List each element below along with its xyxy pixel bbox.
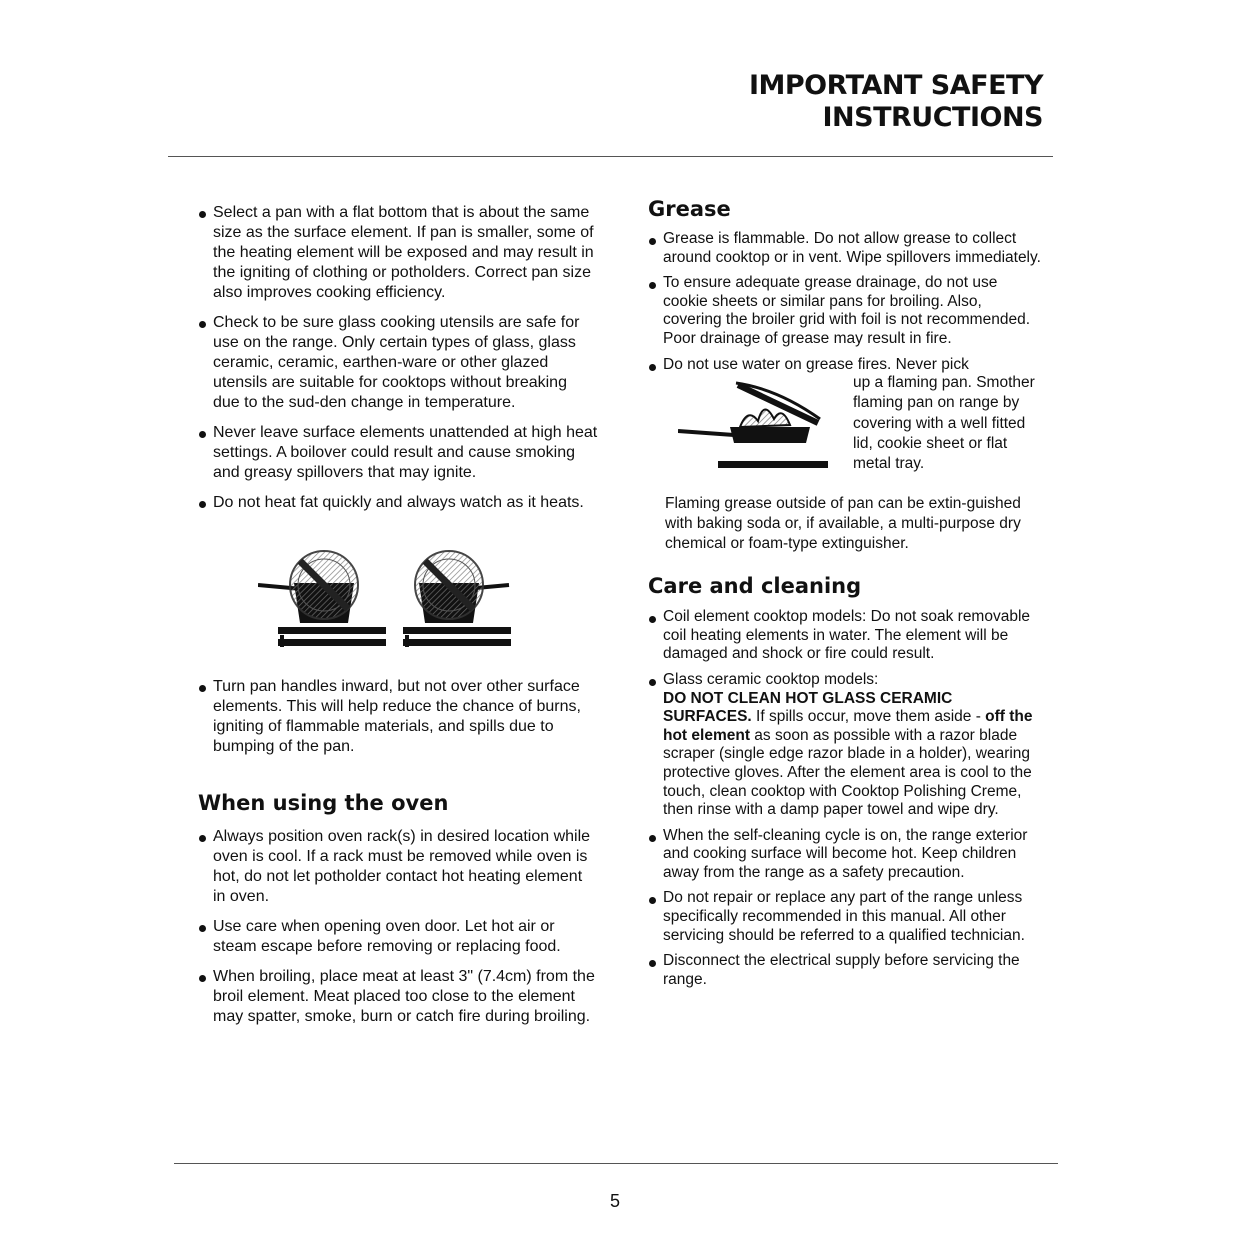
care-list [648, 608, 1043, 989]
top-divider [168, 156, 1053, 157]
page-number: 5 [610, 1191, 621, 1211]
bottom-divider [174, 1163, 1058, 1164]
care-heading: Care and cleaning [648, 574, 862, 599]
title-line-1: IMPORTANT SAFETY [748, 70, 1043, 101]
glass-warning: DO NOT CLEAN HOT GLASS CERAMIC SURFACES. [663, 689, 953, 726]
list-item: When broiling, place meat at least 3" (7.4cm) from the broil element. Meat placed too close to the element may spatter, smoke, burn or catch fire during broiling. [198, 967, 598, 1027]
list-item: Do not repair or replace any part of the range unless specifically recommended in this manual. All other servicing should be referred to a qualified technician. [648, 889, 1043, 945]
glass-warning-2: off the hot element [663, 708, 1033, 744]
list-item: When the self-cleaning cycle is on, the range exterior and cooking surface will become hot. Keep children away from the range as a safety precaution. [648, 827, 1043, 883]
fire-instruction-text: up a flaming pan. Smother flaming pan on range by covering with a well fitted lid, cookie sheet or flat metal tray. [853, 374, 1035, 473]
oven-list [198, 827, 598, 1027]
handle-list [198, 677, 598, 757]
extinguisher-text: Flaming grease outside of pan can be extin-guished with baking soda or, if available, a multi-purpose dry chemical or foam-type extinguisher. [665, 495, 1021, 553]
grease-list [648, 230, 1043, 374]
right-column [648, 197, 1043, 996]
list-item: Do not use water on grease fires. Never pick [648, 356, 1043, 375]
list-item: Coil element cooktop models: Do not soak removable coil heating elements in water. The element will be damaged and shock or fire could result. [648, 608, 1043, 664]
list-item: Turn pan handles inward, but not over other surface elements. This will help reduce the chance of burns, igniting of flammable materials, and spills due to bumping of the pan. [198, 677, 598, 757]
glass-intro: Glass ceramic cooktop models: [663, 670, 879, 688]
pan-safety-list [198, 203, 598, 513]
list-item: Do not heat fat quickly and always watch as it heats. [198, 493, 598, 513]
title-line-2: INSTRUCTIONS [822, 102, 1043, 133]
glass-rest: as soon as possible with a razor blade scraper (single edge razor blade in a holder), wearing protective gloves. After the element area is cool to the touch, clean cooktop with Cooktop Polishing Creme, then rinse with a damp paper towel and wipe dry. [663, 726, 1032, 819]
list-item: Grease is flammable. Do not allow grease to collect around cooktop or in vent. Wipe spillovers immediately. [648, 230, 1043, 267]
page-title [749, 70, 1043, 134]
list-item: Disconnect the electrical supply before servicing the range. [648, 952, 1043, 989]
list-item: To ensure adequate grease drainage, do not use cookie sheets or similar pans for broiling. Also, covering the broiler grid with foil is not recommended. Poor drainage of grease may result in fire. [648, 274, 1043, 348]
list-item: Always position oven rack(s) in desired location while oven is cool. If a rack must be removed while oven is hot, do not let potholder contact hot heating element in oven. [198, 827, 598, 907]
list-item: Never leave surface elements unattended at high heat settings. A boilover could result and cause smoking and greasy spillovers that may ignite. [198, 423, 598, 483]
oven-heading: When using the oven [198, 791, 449, 815]
list-item [648, 671, 1043, 820]
handle-outward-prohibited-icon [198, 539, 598, 659]
list-item: Check to be sure glass cooking utensils are safe for use on the range. Only certain types of glass, glass ceramic, ceramic, earthen-ware or other glazed utensils are suitable for cooktops without breaking due to the sud-den change in temperature. [198, 313, 598, 413]
list-item: Select a pan with a flat bottom that is about the same size as the surface element. If pan is smaller, some of the heating element will be exposed and may result in the igniting of clothing or potholders. Correct pan size also improves cooking efficiency. [198, 203, 598, 303]
grease-fire-figure [648, 373, 1043, 491]
flaming-pan-lid-icon [678, 379, 848, 469]
grease-heading: Grease [648, 197, 731, 221]
left-column [198, 203, 598, 1037]
glass-mid: If spills occur, move them aside - [751, 708, 986, 726]
list-item: Use care when opening oven door. Let hot air or steam escape before removing or replacing food. [198, 917, 598, 957]
